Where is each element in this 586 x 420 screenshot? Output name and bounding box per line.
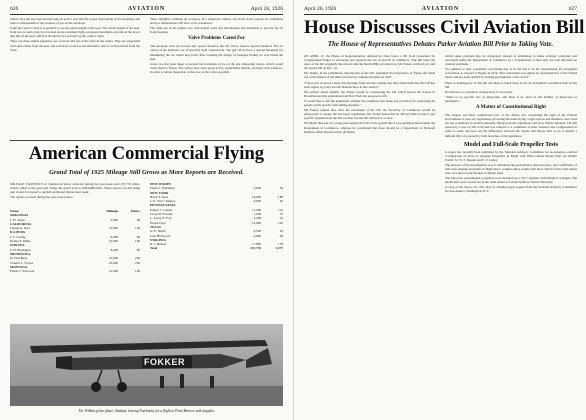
- paragraph: "There is no specific law of inspection, and there is no fund on the number of inspectors or mechanics.": [445, 94, 577, 103]
- paragraph: There are three engine gondolas, two forward and one at the stern in the center. They are suspended with steel cables from the keel, and each have room for one mechanic, who is well protected from the wind.: [10, 39, 140, 52]
- table-cell-mileage: 8,200: [110, 247, 118, 252]
- table-cell-hours: 40: [279, 199, 283, 204]
- table-cell-hours: 60: [136, 234, 140, 239]
- table-cell-mileage: 7,000: [253, 212, 261, 217]
- table-cell-hours: 48: [279, 233, 283, 238]
- table-cell-hours: 28: [136, 217, 140, 222]
- paragraph: ON APRIL 12, the House of Representatives debated for three hours a bill (S.41) presented by Congressman Parker to encourage and regulate the use of aircraft in commerce. This bill takes the place of the bill originally introduced with the Merritt Bill provided in it. Mr. Parker on March 22, and the Senate bill on Dec. 16.: [304, 54, 435, 71]
- table-cell-name: NEW JERSEY: [150, 182, 172, 186]
- fokker-lettering: FOKKER: [144, 357, 185, 367]
- paragraph: A copy of the report, No. 220, may be obtained upon request from the National Advisory Committee for Aeronautics, Washington, D. C.: [445, 185, 577, 194]
- table-cell-hours: 120: [278, 220, 283, 225]
- paragraph: "I would like to ask the gentleman whether the committee has made any provision for protecting the people on the ground from falling airplanes.": [304, 98, 435, 108]
- table-cell-name: Walter J. Corbett: [150, 207, 173, 212]
- table-cell-name: R. J. Hutson: [150, 242, 167, 247]
- paragraph: The longest and most complicated part of the debate was concerning the right of the Federal Government to pass any regulations governing intrastate flying. Legal experts and members were cited but not considered to exclude intrastate flying from the regulations and were finally defeated. The bill passed by a vote of 226 to 60 and was referred to a committee of three Senators and Congressmen in order to settle and iron out the differences between the Senate and House bills so as to enable a uniform bill to be passed by both branches of the legislature.: [445, 113, 577, 138]
- table-cell-hours: 2,377: [275, 246, 283, 251]
- paragraph: There is nothing new in this bill and there is much more in the air navigation convention than in this bill.: [445, 80, 577, 89]
- column-header-name: Name: [10, 209, 19, 213]
- column-header-mileage: Mileage: [106, 209, 118, 213]
- right-column-2: [445, 54, 577, 414]
- article-subtitle: Grand Total of 1925 Mileage Still Grows as More Reports are Received.: [49, 169, 244, 176]
- article-title: American Commercial Flying: [29, 144, 264, 164]
- intro-paragraph-2: The reports received during the past week follow:: [10, 195, 74, 200]
- left-page-header: [10, 4, 283, 15]
- table-cell-hours: 250: [135, 256, 140, 261]
- table-cell-name: L. Lewis E. Fox: [150, 216, 172, 221]
- left-page-number: 626: [10, 6, 19, 12]
- photo-caption: The Wilkins polar plane, Alaskan, leaving Fairbanks for a flight to Point Barrow with supplies: [78, 409, 215, 413]
- table-cell-hours: 230: [135, 260, 140, 265]
- left-top-column-1: [10, 17, 140, 135]
- table-cell-name: MONTANA: [10, 264, 28, 269]
- table-cell-name: J. W. Jones: [10, 217, 25, 222]
- table-cell-hours: 100: [135, 239, 140, 244]
- table-row: [10, 269, 140, 273]
- paragraph: which states problem may be developed, instead of attempting to make aviation controlled and developed under the Department of Commerce by a Commission of men who are well informed on aviation problems.: [445, 54, 577, 67]
- table-cell-mileage: 12,000: [108, 269, 118, 274]
- table-cell-name: J. T. Conley: [10, 234, 26, 239]
- table-cell-name: INDIANA: [10, 243, 25, 248]
- right-page-header: [304, 4, 577, 15]
- table-cell-name: ARKANSAS: [10, 213, 29, 218]
- mileage-table-left: [10, 209, 140, 273]
- table-cell-hours: 82: [136, 247, 140, 252]
- paragraph: The tanks are in the engine cars with double walls and intermediate felt insulation to prevent the oil from freezing.: [150, 26, 283, 35]
- table-cell-hours: 120: [135, 269, 140, 274]
- paragraph: The purpose of the investigation was to determine the performance characteristics, and coefficients of full-scale airplane propellers in flight and to compare these results with those derived from wind-tunnel tests on reduced-scale models of similar form.: [445, 162, 577, 176]
- table-cell-name: Charles L. Noyes: [10, 260, 33, 265]
- right-page-number: 627: [568, 6, 577, 12]
- table-cell-hours: 70: [279, 212, 283, 217]
- paragraph: which carry the electrons and the radio in such a way that the proper functioning of the telephone and radio is independent of the pressure of gas on the envelope.: [10, 17, 140, 26]
- constitutional-heading: A Matter of Constitutional Right: [476, 105, 546, 111]
- table-cell-hours: 180: [278, 194, 283, 199]
- left-page-date: April 26, 1926: [250, 6, 283, 12]
- left-top-column-2: [150, 17, 283, 135]
- table-cell-name: J. E. "Doc" Kinney: [150, 199, 176, 204]
- left-magazine-name: AVIATION: [127, 6, 166, 12]
- table-cell-mileage: 13,000: [108, 226, 118, 231]
- table-cell-name: Leland A. Kerr: [10, 226, 30, 231]
- right-magazine-name: AVIATION: [421, 6, 460, 12]
- paragraph: In reference to a question on inspection it was stated:: [445, 89, 513, 94]
- article-title: House Discusses Civil Aviation Bill: [304, 17, 585, 38]
- table-cell-name: MINNESOTA: [10, 251, 31, 256]
- table-row: [150, 246, 283, 250]
- paragraph: The full-scale experimental propellers were mounted on a VE-7 airplane with Wright E-4 engine. The model tests were carried out in the wind tunnel of Leland Stanford Junior University.: [445, 176, 577, 185]
- paragraph: "In addition to that, potentially everything that is in the bill is in the international air navigation convention as adopted at Prague in 1919. That convention was signed by representatives of the United States and has been ratified by leading governments of the world.": [445, 67, 577, 80]
- table-cell-name: NEW YORK: [150, 190, 169, 195]
- column-header-hours: Hours: [130, 209, 140, 213]
- table-cell-name: D. Paul Beal: [10, 256, 27, 261]
- paragraph: The envelope does not present any special features, but the valves deserve special mention. The air valves of the ballonets are of specially light construction. The gas valves have a special mounting for minimizing the ice which may form, thus avoiding the danger of leakages finding its way inside the keel.: [150, 44, 283, 61]
- section-divider: [10, 140, 283, 141]
- table-cell-name: Ernest Dyer: [150, 220, 166, 225]
- table-cell-hours: 56: [279, 186, 283, 191]
- table-cell-mileage: 11,500: [252, 207, 261, 212]
- table-cell-mileage: 17,800: [251, 242, 261, 247]
- table-cell-name: Frank L. Yarwood: [10, 269, 34, 274]
- right-column-1: [304, 54, 435, 414]
- table-cell-name: G. E. Smith: [150, 229, 166, 234]
- table-cell-mileage: 4,000: [253, 199, 261, 204]
- table-cell-mileage: 5,600: [253, 186, 261, 191]
- table-cell-hours: 130: [135, 226, 140, 231]
- table-cell-name: ILLINOIS: [10, 230, 26, 235]
- paragraph: Mr. Parker replied that, after the enactment of the bill, the Secretary of Commerce would be empowered to supply the necessary regulations. Mr. Parker stated that he did not think it wise to put specific regulations in the bill, because the aircraft industry is so new.: [304, 108, 435, 121]
- table-cell-mileage: 4,800: [253, 233, 261, 238]
- mileage-table-right: [150, 182, 283, 251]
- propeller-tests-heading: Model and Full-Scale Propeller Tests: [463, 141, 559, 148]
- table-cell-name: Harry E. Rost: [150, 194, 169, 199]
- paragraph: From the control cabin it is possible to see the entire length of the keel. The whole length of the keel, from bow to stern, may be traversed on an extremely light corrugated duralumin catwalk on the lower mid line of the keel, which is divided in two sections by the control cabin.: [10, 26, 140, 39]
- right-page: [293, 0, 586, 420]
- table-cell-name: Daniel F. Reilly: [10, 239, 31, 244]
- airplane-photo: [10, 324, 283, 406]
- right-page-date: April 26, 1926: [304, 6, 337, 12]
- table-cell-name: F. H. Blackman: [10, 247, 31, 252]
- table-cell-mileage: 18,000: [251, 194, 261, 199]
- table-cell-mileage: 3,200: [253, 216, 261, 221]
- paragraph: Mr. Gilbert asked whether the House would be considering the bill which passed the Senate in December and the gentleman from New York has proposed a bill.: [304, 89, 435, 98]
- table-cell-mileage: 237,735: [250, 246, 261, 251]
- table-cell-name: Lloyd W. Frazier: [150, 212, 173, 217]
- table-cell-mileage: 9,500: [253, 229, 261, 234]
- intro-column: [10, 182, 140, 208]
- table-cell-hours: 95: [279, 229, 283, 234]
- table-cell-mileage: 25,000: [108, 256, 118, 261]
- table-cell-mileage: 6,000: [110, 234, 118, 239]
- paragraph: A report has recently been published by the National Advisory Committee for Aeronautics, entitled "Comparison of Tests on Airplane Propellers in Flight with Wind Tunnel Model Tests on Similar Forms" by W. F. Durand and E. P. Lesley.: [445, 149, 577, 162]
- table-cell-name: Jack Hitchcock: [150, 233, 171, 238]
- paragraph: These dirigibles combine all accessory in a temperate climate, but in the Polar regions ice conditions and low temperatures will have to be considered.: [150, 17, 283, 26]
- valve-heading: Valve Problems Cared For: [188, 36, 245, 42]
- table-cell-name: PENNSYLVANIA: [150, 203, 176, 208]
- table-cell-name: CALIFORNIA: [10, 221, 32, 226]
- table-cell-name: Frank L. Waldekar: [150, 186, 175, 191]
- paragraph: "I have just received a letter this morning from Aviation stating that they understand that this bill has been signed by every aircraft manufacturer in the country.": [304, 80, 435, 89]
- table-cell-mileage: 10,000: [108, 239, 118, 244]
- paragraph: Mr. Bland then put in a strong plea against the bill on the ground that it was putting aviation under the Department of Commerce, whereas he considered that there should be a Department of National Defense which should control all flying.: [304, 121, 435, 134]
- table-cell-mileage: 2,800: [110, 217, 118, 222]
- paragraph: Great care has been taken to prevent the formation of ice on the gas exhausting valves, which would cause them to freeze. The valves have been protected by sensibilized shields, provided with windows, in order to render inspection of the state of the valves possible.: [150, 61, 283, 74]
- intro-paragraph: MILEAGE STATISTICS of commercial pilots collected during the past week total 237,735 miles, which, added to the past total, brings the grand total to 9,804,288 miles. These reports are still being sent in and it is hoped to publish additional figures next week.: [10, 182, 140, 195]
- table-cell-hours: 115: [278, 207, 283, 212]
- table-cell-name: TEXAS: [150, 224, 161, 229]
- table-cell-name: Total: [150, 246, 158, 251]
- table-cell-name: VIRGINIA: [150, 237, 166, 242]
- article-subtitle: The House of Representatives Debates Parker Aviation Bill Prior to Taking Vote.: [327, 41, 554, 48]
- table-cell-mileage: 23,000: [108, 260, 118, 265]
- table-cell-hours: 32: [279, 216, 283, 221]
- table-cell-mileage: 12,000: [251, 220, 261, 225]
- table-cell-hours: 178: [278, 242, 283, 247]
- paragraph: Mr. Parker, in his preliminary introduction of the bill, explained the importance of flying and made use of the figures of the miles traveled by commercial pilots in 1925.: [304, 71, 435, 80]
